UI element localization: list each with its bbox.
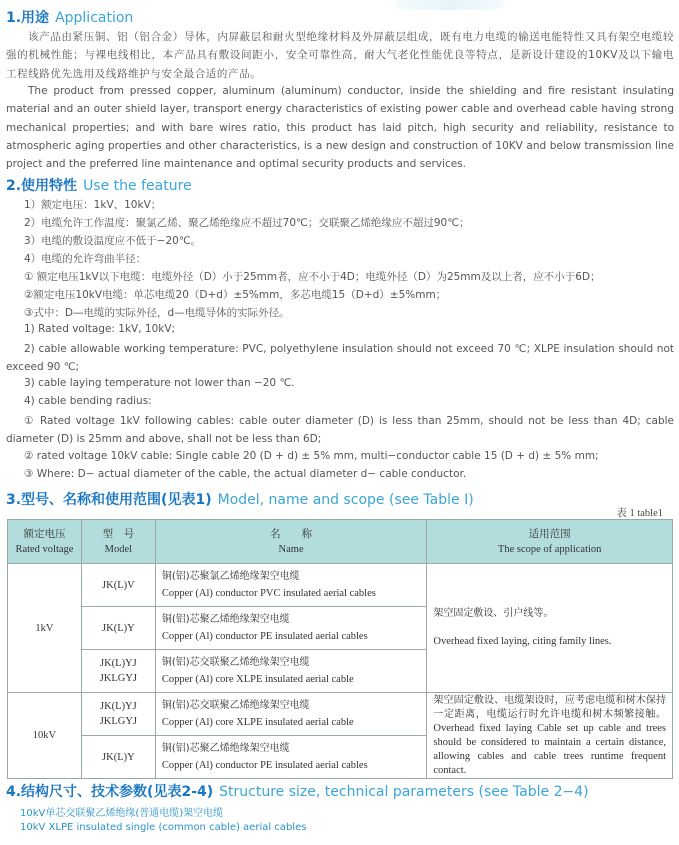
feature-en-5: ① Rated voltage 1kV following cables: cable outer diameter (D) is less than 25mm, should not be less than 4D; cable diameter (D) is 25mm and above, shall not be less than 6D; — [6, 415, 674, 446]
section-4-subtitle-cn: 10kV单芯交联聚乙烯绝缘(普通电缆)架空电缆 — [20, 808, 224, 819]
feature-cn-4: 4）电缆的允许弯曲半径： — [24, 253, 147, 265]
feature-en-7: ③ Where: D− actual diameter of the cable, the actual diameter d− cable conductor. — [24, 468, 467, 480]
section-3-title-en: Model, name and scope (see Table I) — [217, 492, 474, 508]
section-1-title-cn: 1.用途 — [6, 10, 50, 26]
section-2-title-cn: 2.使用特性 — [6, 178, 78, 194]
header-rated-voltage: 额定电压 Rated voltage — [8, 520, 82, 564]
model-cell: JK(L)V — [81, 564, 155, 607]
feature-cn-2: 2）电缆允许工作温度：聚氯乙烯、聚乙烯绝缘应不超过70℃；交联聚乙烯绝缘应不超过90℃； — [24, 217, 470, 229]
header-model: 型 号 Model — [81, 520, 155, 564]
table-row — [8, 564, 673, 607]
feature-cn-5: ① 额定电压1kV以下电缆：电缆外径（D）小于25mm者，应不小于4D；电缆外径（D）为25mm及以上者，应不小于6D； — [24, 271, 601, 283]
section-4-title-en: Structure size, technical parameters (see Table 2−4) — [219, 784, 589, 800]
model-cell: JK(L)Y — [81, 607, 155, 650]
section-2-title-en: Use the feature — [83, 178, 192, 194]
section-3-title — [6, 489, 474, 509]
feature-en-3: 3) cable laying temperature not lower than −20 ℃. — [24, 377, 295, 389]
section-1-title — [6, 7, 133, 27]
name-cell: 铜(铝)芯聚乙烯绝缘架空电缆 Copper (Al) conductor PE insulated aerial cables — [155, 607, 427, 650]
model-table — [7, 519, 673, 779]
section-4-subtitle-en: 10kV XLPE insulated single (common cable) aerial cables — [20, 822, 307, 833]
name-cell: 铜(铝)芯聚氯乙烯绝缘架空电缆 Copper (Al) conductor PVC insulated aerial cables — [155, 564, 427, 607]
application-paragraph-en: The product from pressed copper, aluminum (aluminum) conductor, inside the shielding and fire resistant insulating material and an outer shield layer, transport energy characteristics of existing power cable and overhead cable having strong mechanical properties; and with bare wires ratio, this product has laid pitch, high security and reliability, resistance to atmospheric aging properties and other characteristics, is a new design and construction of 10KV and below transmission line project and the preferred line maintenance and optimal security products and services. — [6, 85, 674, 171]
feature-en-4: 4) cable bending radius: — [24, 395, 152, 407]
name-cell: 铜(铝)芯聚乙烯绝缘架空电缆 Copper (Al) conductor PE insulated aerial cables — [155, 736, 427, 779]
scope-cell: 架空固定敷设、电缆架设时，应考虑电缆和树木保持一定距离，电缆运行时允许电缆和树木频繁接触。 Overhead fixed laying Cable set up cable and trees should be considered to maintain a certain distance, allowing cables and cable trees runtime frequent contact. — [427, 693, 673, 779]
model-cell: JK(L)YJ JKLGYJ — [81, 693, 155, 736]
feature-cn-1: 1）额定电压：1kV、10kV； — [24, 199, 162, 211]
header-name: 名 称 Name — [155, 520, 427, 564]
decorative-header-shape — [395, 0, 505, 10]
voltage-cell: 10kV — [8, 693, 82, 779]
table-header-row — [8, 520, 673, 564]
feature-cn-7: ③式中：D—电缆的实际外径，d—电缆导体的实际外径。 — [24, 307, 290, 319]
model-cell: JK(L)YJ JKLGYJ — [81, 650, 155, 693]
section-1-title-en: Application — [55, 10, 134, 26]
header-scope: 适用范围 The scope of application — [427, 520, 673, 564]
section-3-title-cn: 3.型号、名称和使用范围(见表1) — [6, 492, 212, 508]
name-cell: 铜(铝)芯交联聚乙烯绝缘架空电缆 Copper (Al) core XLPE insulated aerial cable — [155, 650, 427, 693]
section-4-title-cn: 4.结构尺寸、技术参数(见表2-4) — [6, 784, 214, 800]
model-cell: JK(L)Y — [81, 736, 155, 779]
application-paragraph-cn: 该产品由紧压铜、铝（铝合金）导体，内屏蔽层和耐火型绝缘材料及外屏蔽层组成，既有电力电缆的输送电能特性又具有架空电缆较强的机械性能；与裸电线相比，本产品具有敷设间距小，安全可靠性高，耐大气老化性能优良等特点，是新设计建设的10KV及以下输电工程线路优先选用及线路维护与安全最合适的产品。 — [6, 31, 674, 80]
table-caption: 表 1 table1 — [616, 508, 663, 519]
scope-cell: 架空固定敷设、引户线等。 Overhead fixed laying, citing family lines. — [427, 564, 673, 693]
section-4-title — [6, 781, 589, 801]
feature-cn-6: ②额定电压10kV电缆：单芯电缆20（D+d）±5%mm，多芯电缆15（D+d）±5%mm； — [24, 289, 447, 301]
feature-en-1: 1) Rated voltage: 1kV, 10kV; — [24, 323, 176, 335]
feature-en-2: 2) cable allowable working temperature: PVC, polyethylene insulation should not exceed 70 ℃; XLPE insulation should not exceed 90 ℃; — [6, 343, 674, 374]
table-row — [8, 693, 673, 736]
voltage-cell: 1kV — [8, 564, 82, 693]
section-2-title — [6, 175, 192, 195]
feature-en-6: ② rated voltage 10kV cable: Single cable 20 (D + d) ± 5% mm, multi−conductor cable 15 (D + d) ± 5% mm; — [24, 450, 599, 462]
feature-cn-3: 3）电缆的敷设温度应不低于−20℃。 — [24, 235, 202, 247]
name-cell: 铜(铝)芯交联聚乙烯绝缘架空电缆 Copper (Al) core XLPE insulated aerial cable — [155, 693, 427, 736]
